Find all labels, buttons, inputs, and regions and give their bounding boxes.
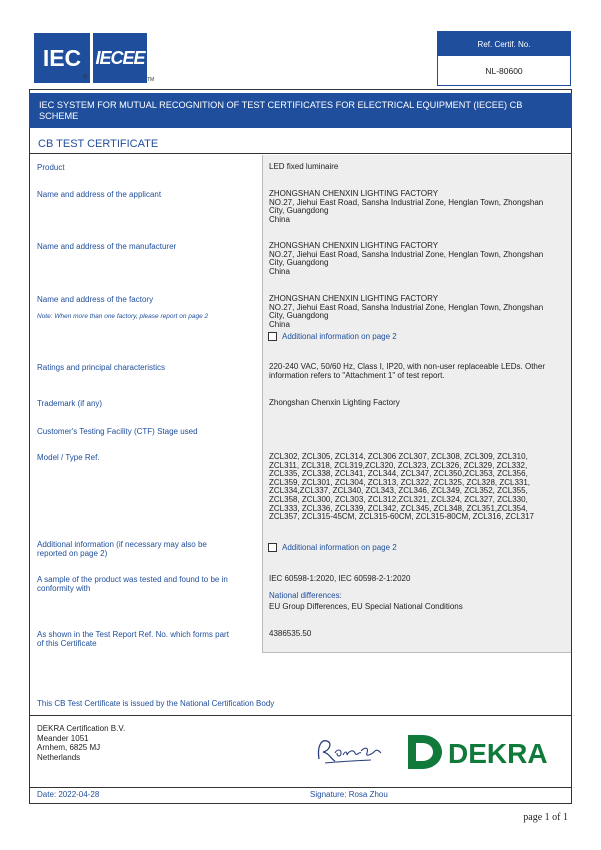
test-report-label [37, 630, 252, 648]
footer-divider [30, 787, 571, 788]
address-line: City, Guangdong [269, 206, 329, 216]
applicant-address [269, 190, 565, 224]
label-line: As shown in the Test Report Ref. No. which forms part [37, 630, 229, 639]
ref-certificate-number: NL-80600 [485, 66, 523, 76]
address-line: China [269, 319, 290, 329]
standards-value: IEC 60598-1:2020, IEC 60598-2-1:2020 [269, 574, 411, 583]
handwritten-signature [311, 733, 383, 767]
iecee-logo [93, 33, 147, 83]
iecee-logo-text: IECEE [95, 47, 145, 68]
model-label: Model / Type Ref. [37, 453, 100, 462]
address-line: City, Guangdong [269, 311, 329, 321]
issue-date: Date: 2022-04-28 [37, 790, 100, 799]
model-line: ZCL333, ZCL336, ZCL339, ZCL342, ZCL345, ZCL348, ZCL351,ZCL354, [269, 503, 528, 513]
address-line: NO.27, Jiehui East Road, Sansha Industrial Zone, Henglan Town, Zhongshan [269, 197, 544, 207]
label-line: A sample of the product was tested and found to be in [37, 575, 228, 584]
checkbox-icon[interactable] [268, 332, 277, 341]
dekra-logo-text: DEKRA [448, 738, 548, 769]
checkbox-icon[interactable] [268, 543, 277, 552]
factory-label: Name and address of the factory [37, 295, 154, 304]
national-differences-label: National differences: [269, 591, 342, 600]
model-line: ZCL335, ZCL338, ZCL341, ZCL344, ZCL347, ZCL350,ZCL353, ZCL356, [269, 469, 528, 479]
signature-name: Signature: Rosa Zhou [310, 790, 388, 799]
certificate-title: CB TEST CERTIFICATE [38, 138, 159, 150]
national-differences-value: EU Group Differences, EU Special National Conditions [269, 602, 463, 611]
trademark-label: Trademark (if any) [37, 399, 103, 408]
page-number: page 1 of 1 [523, 812, 568, 823]
factory-address [269, 295, 565, 329]
factory-note: Note: When more than one factory, please report on page 2 [37, 313, 209, 320]
manufacturer-label: Name and address of the manufacturer [37, 242, 177, 251]
address-line: China [269, 214, 290, 224]
label-line: reported on page 2) [37, 549, 108, 558]
applicant-label: Name and address of the applicant [37, 190, 162, 199]
model-line: ZCL334,ZCL337, ZCL340, ZCL343, ZCL346, ZCL349, ZCL352, ZCL355, [269, 486, 528, 496]
address-line: ZHONGSHAN CHENXIN LIGHTING FACTORY [269, 241, 439, 250]
label-line: of this Certificate [37, 639, 97, 648]
label-line: conformity with [37, 584, 91, 593]
factory-additional-info-checkbox[interactable] [268, 332, 397, 341]
checkbox-label: Additional information on page 2 [282, 543, 397, 552]
nb-city: Arnhem, 6825 MJ [37, 743, 101, 752]
address-line: City, Guangdong [269, 258, 329, 268]
nb-name: DEKRA Certification B.V. [37, 724, 126, 733]
ratings-value [269, 363, 565, 380]
nb-street: Meander 1051 [37, 733, 89, 743]
ratings-label: Ratings and principal characteristics [37, 363, 166, 372]
ctf-label: Customer's Testing Facility (CTF) Stage used [37, 427, 198, 436]
model-line: ZCL359, ZCL301, ZCL304, ZCL313, ZCL322, ZCL325, ZCL328, ZCL331, [269, 477, 531, 487]
model-line: ZCL302, ZCL305, ZCL314, ZCL306 ZCL307, ZCL308, ZCL309, ZCL310, [269, 452, 528, 461]
address-line: ZHONGSHAN CHENXIN LIGHTING FACTORY [269, 189, 439, 198]
label-line: Additional information (if necessary may also be [37, 540, 207, 549]
trademark-mark: TM [147, 77, 155, 83]
sample-conformity-label [37, 575, 252, 593]
ratings-line: 220-240 VAC, 50/60 Hz, Class I, IP20, with non-user replaceable LEDs. Other [269, 362, 545, 371]
ratings-line: information refers to "Attachment 1" of test report. [269, 370, 445, 380]
registered-mark: ® [83, 75, 88, 81]
system-banner: IEC SYSTEM FOR MUTUAL RECOGNITION OF TEST CERTIFICATES FOR ELECTRICAL EQUIPMENT (IECEE) CB SCHEME [30, 94, 571, 127]
title-divider [30, 153, 571, 154]
ref-certificate-label: Ref. Certif. No. [438, 32, 570, 56]
address-line: ZHONGSHAN CHENXIN LIGHTING FACTORY [269, 294, 439, 303]
issued-divider [30, 715, 571, 716]
issued-by-text: This CB Test Certificate is issued by the National Certification Body [37, 699, 275, 708]
additional-info-checkbox[interactable] [268, 543, 397, 552]
address-line: NO.27, Jiehui East Road, Sansha Industrial Zone, Henglan Town, Zhongshan [269, 249, 544, 259]
model-line: ZCL357, ZCL315-45CM, ZCL315-60CM, ZCL315-80CM, ZCL316, ZCL317 [269, 512, 535, 522]
test-report-number: 4386535.50 [269, 629, 312, 638]
model-list [269, 453, 565, 522]
checkbox-label: Additional information on page 2 [282, 332, 397, 341]
dekra-logo [406, 733, 551, 771]
address-line: NO.27, Jiehui East Road, Sansha Industrial Zone, Henglan Town, Zhongshan [269, 302, 544, 312]
iec-logo-text: IEC [42, 44, 82, 71]
address-line: China [269, 266, 290, 276]
model-line: ZCL358, ZCL300, ZCL303, ZCL312,ZCL321, ZCL324, ZCL327, ZCL330, [269, 494, 528, 504]
manufacturer-address [269, 242, 565, 276]
nb-country: Netherlands [37, 752, 81, 762]
product-value: LED fixed luminaire [269, 162, 339, 171]
iec-logo [34, 33, 90, 83]
trademark-value: Zhongshan Chenxin Lighting Factory [269, 398, 400, 407]
model-line: ZCL311, ZCL318, ZCL319,ZCL320, ZCL323, ZCL326, ZCL329, ZCL332, [269, 460, 528, 470]
additional-info-label [37, 540, 252, 558]
product-label: Product [37, 163, 65, 172]
